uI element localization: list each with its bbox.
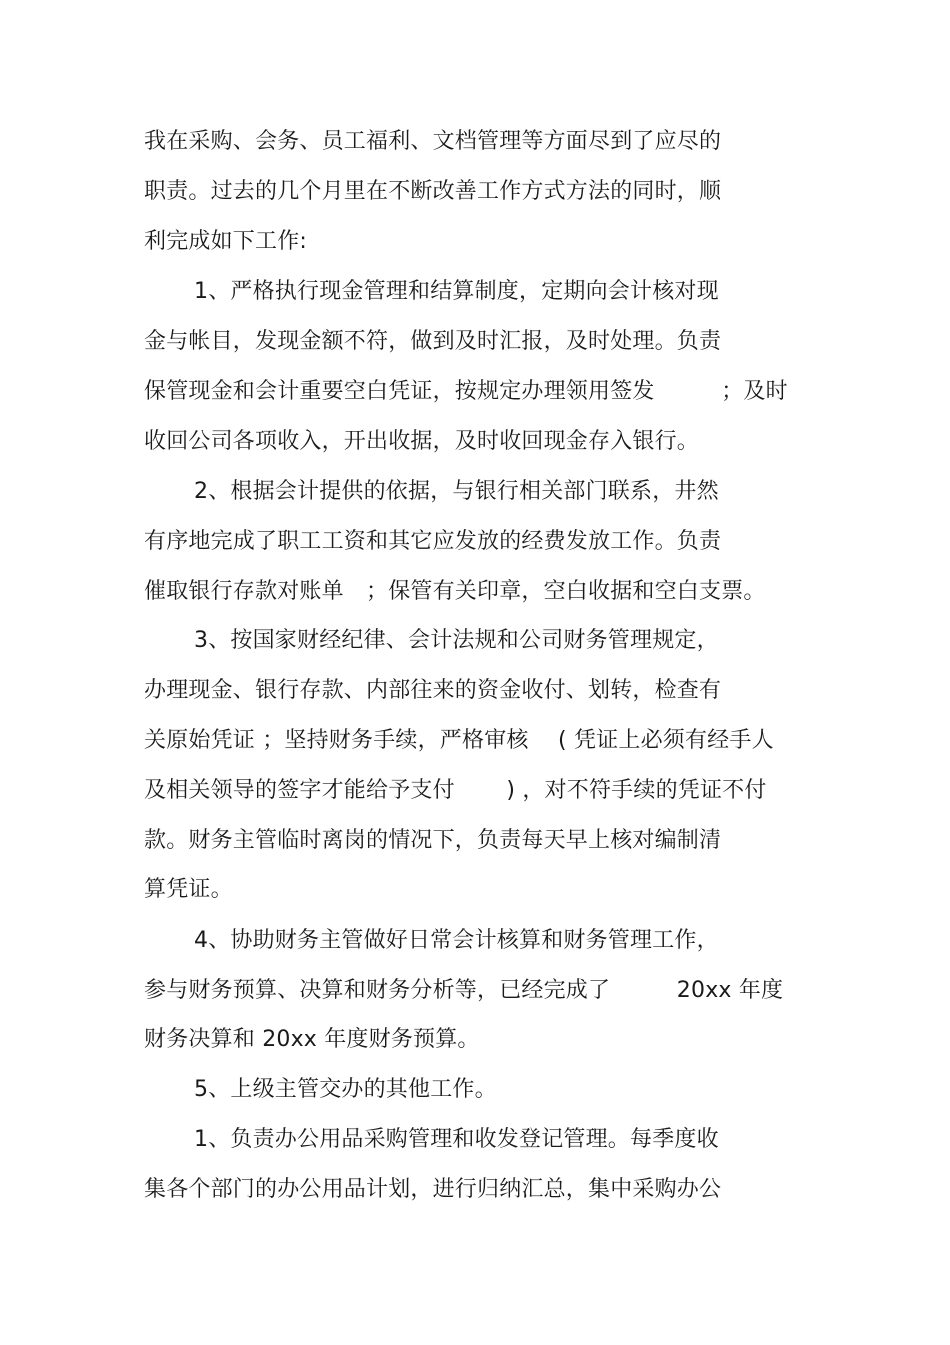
text-line-7: 收回公司各项收入，开出收据，及时收回现金存入银行。 [144,429,700,454]
text-line-10: 催取银行存款对账单 ；保管有关印章，空白收据和空白支票。 [144,579,766,604]
text-line-13: 关原始凭证 ；坚持财务手续，严格审核 ( 凭证上必须有经手人 [144,728,774,753]
text-line-6: 保管现金和会计重要空白凭证，按规定办理领用签发 ；及时 [144,379,788,404]
text-line-8: 2、根据会计提供的依据，与银行相关部门联系，井然 [194,479,719,504]
text-line-21: 1、负责办公用品采购管理和收发登记管理。每季度收 [194,1127,719,1152]
text-line-19: 财务决算和 20xx 年度财务预算。 [144,1027,480,1052]
text-line-18: 参与财务预算、决算和财务分析等，已经完成了 20xx 年度 [144,978,784,1003]
text-line-3: 利完成如下工作: [144,229,308,254]
text-line-9: 有序地完成了职工工资和其它应发放的经费发放工作。负责 [144,529,722,554]
text-line-12: 办理现金、银行存款、内部往来的资金收付、划转，检查有 [144,678,722,703]
text-line-1: 我在采购、会务、员工福利、文档管理等方面尽到了应尽的 [144,129,722,154]
text-line-20: 5、上级主管交办的其他工作。 [194,1077,497,1102]
text-line-14: 及相关领导的签字才能给予支付 ) ，对不符手续的凭证不付 [144,778,767,803]
text-line-16: 算凭证。 [144,877,233,902]
text-line-11: 3、按国家财经纪律、会计法规和公司财务管理规定， [194,628,719,653]
text-line-2: 职责。过去的几个月里在不断改善工作方式方法的同时，顺 [144,179,722,204]
text-line-17: 4、协助财务主管做好日常会计核算和财务管理工作， [194,928,719,953]
text-line-22: 集各个部门的办公用品计划，进行归纳汇总，集中采购办公 [144,1177,722,1202]
text-line-4: 1、严格执行现金管理和结算制度，定期向会计核对现 [194,279,719,304]
text-line-15: 款。财务主管临时离岗的情况下，负责每天早上核对编制清 [144,828,722,853]
text-line-5: 金与帐目，发现金额不符，做到及时汇报，及时处理。负责 [144,329,722,354]
